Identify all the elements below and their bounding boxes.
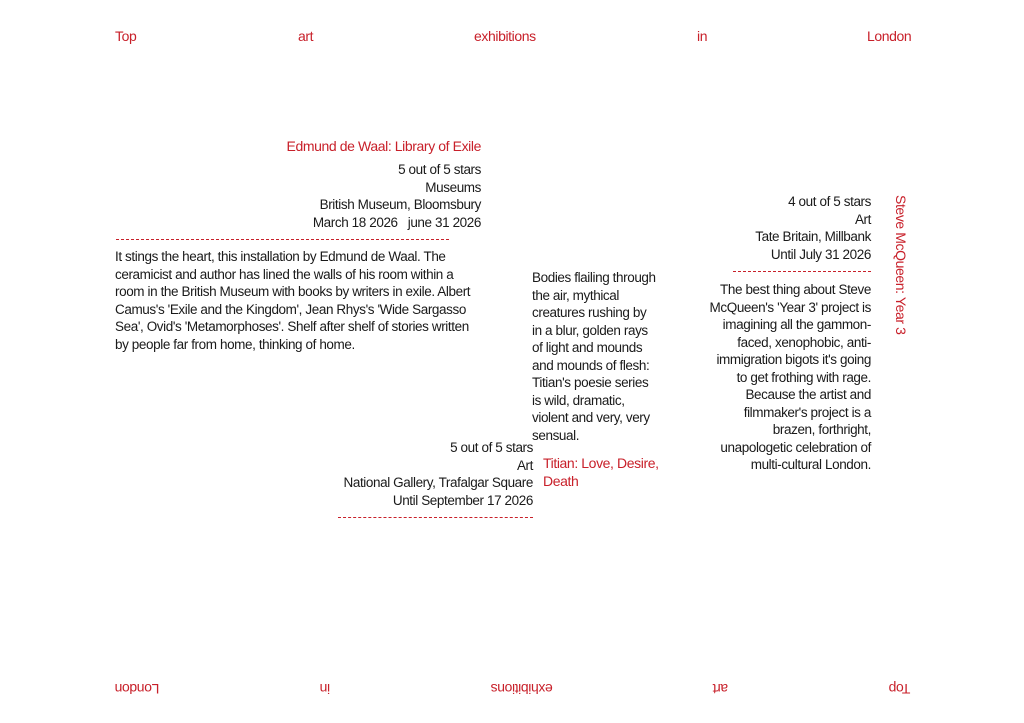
exhibition-review: The best thing about Steve McQueen's 'Year 3' project is imagining all the gammon-faced, xenophobic, anti-immigration bigots it's going to get frothing with rage. Because the artist and filmmaker's project is a brazen, forthright, unapologetic celebration of multi-cultural London. — [709, 282, 871, 472]
exhibition-title: Steve McQueen: Year 3 — [893, 195, 909, 335]
exhibition-meta — [300, 439, 533, 509]
exhibition-dates: March 18 2026 june 31 2026 — [312, 214, 481, 230]
footer-word-exhibitions: exhibitions — [491, 681, 553, 697]
exhibition-dates: Until September 17 2026 — [392, 492, 533, 508]
header-word-london: London — [867, 28, 912, 44]
exhibition-review: Bodies flailing through the air, mythical creatures rushing by in a blur, golden rays of light and mounds and mounds of flesh: Titian's poesie series is wild, dramatic, violent and very, very sensual. — [532, 270, 656, 443]
dashed-divider — [733, 271, 871, 272]
exhibition-venue: Tate Britain, Millbank — [755, 229, 871, 244]
exhibition-meta — [200, 161, 481, 231]
exhibition-rating: 5 out of 5 stars — [398, 162, 481, 177]
header-word-top: Top — [115, 28, 137, 44]
exhibition-title: Titian: Love, Desire, Death — [543, 455, 659, 489]
exhibition-dates: Until July 31 2026 — [770, 246, 871, 262]
exhibition-category: Art — [854, 211, 871, 227]
header-word-exhibitions: exhibitions — [474, 28, 536, 44]
dashed-divider — [338, 517, 533, 518]
footer-word-in: in — [320, 681, 331, 697]
exhibition-category: Museums — [425, 179, 481, 195]
exhibition-venue: National Gallery, Trafalgar Square — [343, 475, 533, 490]
exhibition-venue: British Museum, Bloomsbury — [319, 197, 481, 212]
header-word-art: art — [298, 28, 314, 44]
footer-word-london: London — [115, 681, 160, 697]
dashed-divider — [116, 239, 449, 240]
footer-word-top: Top — [889, 681, 911, 697]
exhibition-meta — [690, 193, 871, 263]
footer-word-art: art — [713, 681, 729, 697]
exhibition-rating: 4 out of 5 stars — [788, 194, 871, 209]
header-word-in: in — [697, 28, 708, 44]
exhibition-title: Edmund de Waal: Library of Exile — [286, 138, 481, 154]
exhibition-category: Art — [516, 457, 533, 473]
exhibition-review: It stings the heart, this installation by Edmund de Waal. The ceramicist and author has lined the walls of his room within a room in the British Museum with books by writers in exile. Albert Camus's 'Exile and the Kingdom', Jean Rhys's 'Wide Sargasso Sea', Ovid's 'Metamorphoses'. Shelf after shelf of stories written by people far from home, thinking of home. — [115, 249, 471, 352]
exhibition-rating: 5 out of 5 stars — [450, 440, 533, 455]
